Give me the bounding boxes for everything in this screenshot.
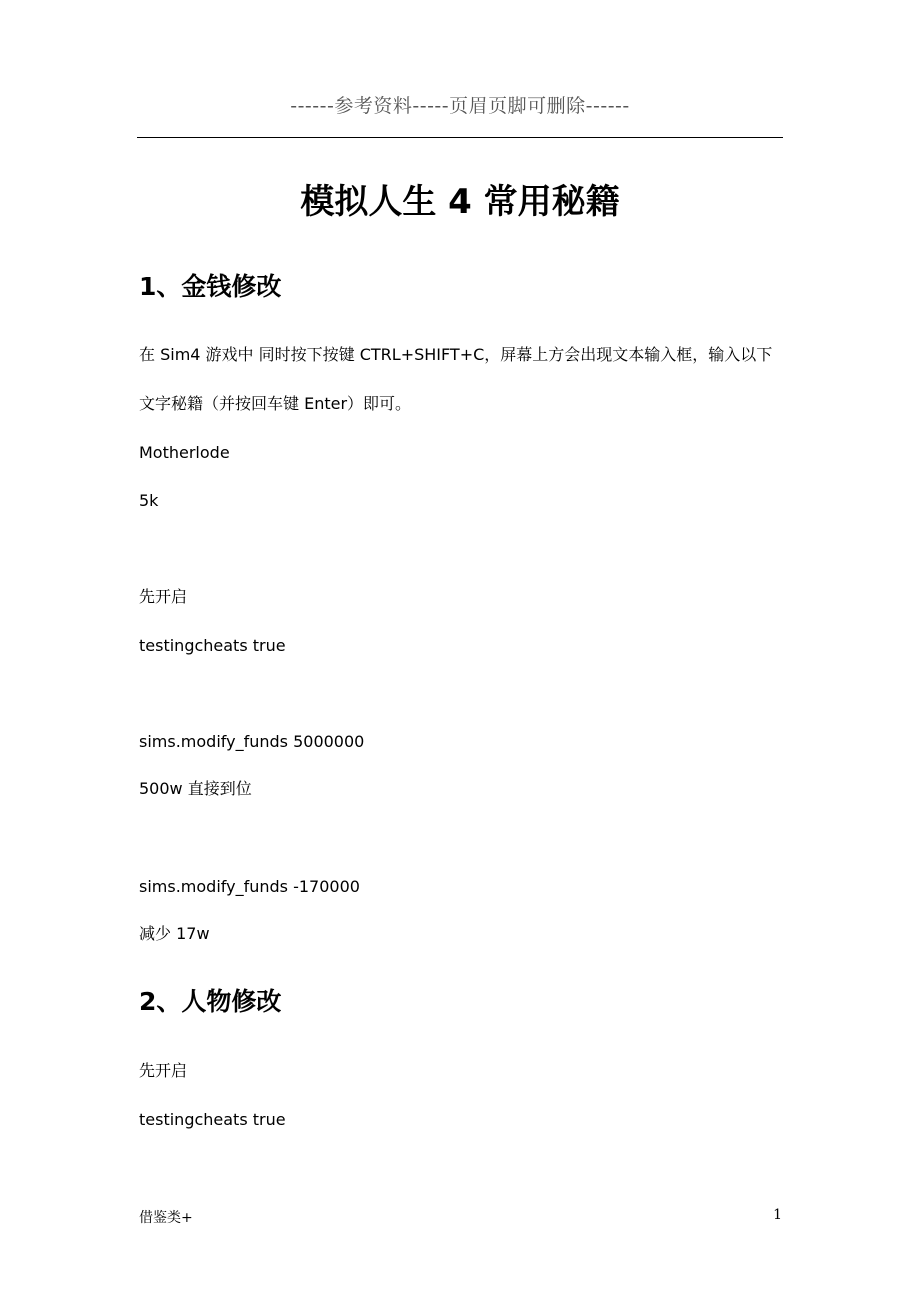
cheat-code: sims.modify_funds 5000000 xyxy=(139,732,365,751)
page-header-text: ------参考资料-----页眉页脚可删除------ xyxy=(290,95,630,117)
section-heading-money: 1、金钱修改 xyxy=(139,272,282,301)
paragraph-line: 在 Sim4 游戏中 同时按下按键 CTRL+SHIFT+C，屏幕上方会出现文本输入框，输入以下 xyxy=(139,345,773,364)
footer-label: 借鉴类+ xyxy=(139,1210,193,1226)
section-heading-character: 2、人物修改 xyxy=(139,987,282,1016)
paragraph-line: 文字秘籍（并按回车键 Enter）即可。 xyxy=(139,394,412,413)
document-title: 模拟人生 4 常用秘籍 xyxy=(300,182,620,222)
paragraph-line: 先开启 xyxy=(139,587,188,606)
cheat-note: 减少 17w xyxy=(139,924,210,943)
cheat-code: Motherlode xyxy=(139,443,230,462)
cheat-note: 500w 直接到位 xyxy=(139,779,252,798)
cheat-code: sims.modify_funds -170000 xyxy=(139,877,360,896)
paragraph-line: 先开启 xyxy=(139,1061,188,1080)
cheat-code: testingcheats true xyxy=(139,636,286,655)
page-number: 1 xyxy=(773,1207,782,1223)
cheat-note: 5k xyxy=(139,491,159,510)
cheat-code: testingcheats true xyxy=(139,1110,286,1129)
header-divider xyxy=(137,137,783,138)
